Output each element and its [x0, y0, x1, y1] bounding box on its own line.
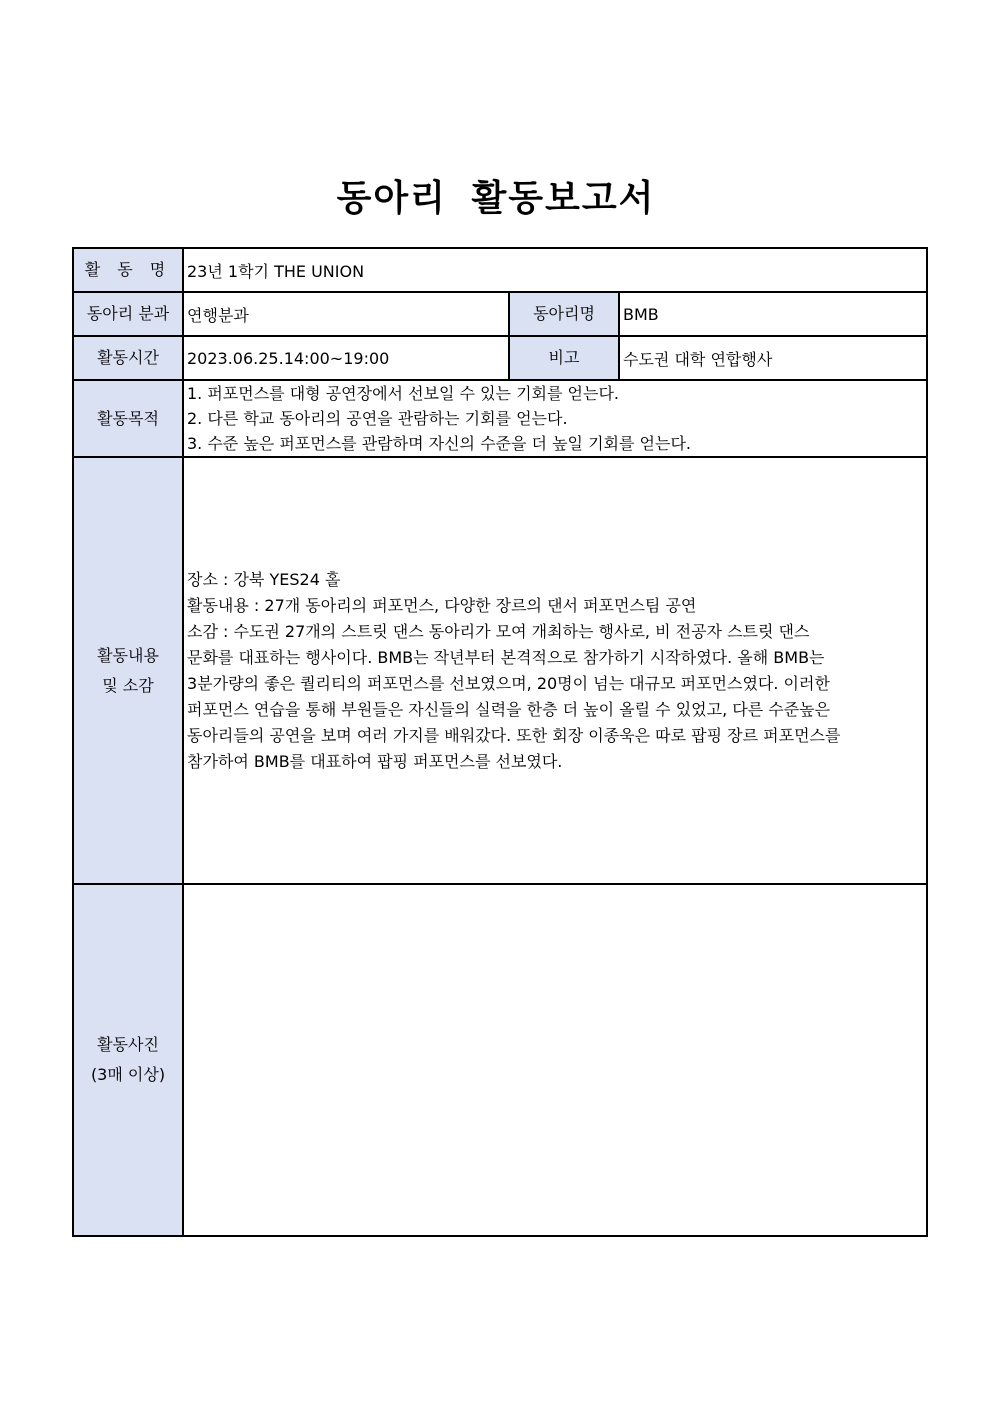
activity-name-label	[73, 248, 183, 292]
content-value	[183, 457, 927, 884]
content-line: 참가하여 BMB를 대표하여 팝핑 퍼포먼스를 선보였다.	[187, 751, 563, 771]
activity-name-label-text: 활 동 명	[84, 260, 172, 279]
row-photos	[73, 884, 927, 1236]
photos-label-line: 활동사진	[97, 1035, 159, 1054]
purpose-line: 3. 수준 높은 퍼포먼스를 관람하며 자신의 수준을 더 높일 기회를 얻는다.	[187, 434, 691, 453]
row-time	[73, 336, 927, 380]
content-label-line: 활동내용	[97, 645, 159, 665]
content-line: 퍼포먼스 연습을 통해 부원들은 자신들의 실력을 한층 더 높이 올릴 수 있었고, 다른 수준높은	[187, 699, 831, 719]
content-line: 문화를 대표하는 행사이다. BMB는 작년부터 본격적으로 참가하기 시작하였다. 올해 BMB는	[187, 647, 825, 667]
report-table	[72, 247, 928, 1237]
note-value: 수도권 대학 연합행사	[619, 336, 927, 380]
division-value: 연행분과	[183, 292, 509, 336]
content-line: 소감 : 수도권 27개의 스트릿 댄스 동아리가 모여 개최하는 행사로, 비 전공자 스트릿 댄스	[187, 621, 810, 641]
content-label-line: 및 소감	[102, 675, 154, 695]
row-purpose	[73, 380, 927, 457]
content-line: 동아리들의 공연을 보며 여러 가지를 배워갔다. 또한 회장 이종욱은 따로 팝핑 장르 퍼포먼스를	[187, 725, 841, 745]
content-line: 장소 : 강북 YES24 홀	[187, 569, 341, 589]
time-label: 활동시간	[73, 336, 183, 380]
activity-name-value: 23년 1학기 THE UNION	[183, 248, 927, 292]
content-line: 3분가량의 좋은 퀄리티의 퍼포먼스를 선보였으며, 20명이 넘는 대규모 퍼포먼스였다. 이러한	[187, 673, 830, 693]
purpose-value	[183, 380, 927, 457]
time-value: 2023.06.25.14:00~19:00	[183, 336, 509, 380]
row-content	[73, 457, 927, 884]
club-name-label: 동아리명	[509, 292, 619, 336]
row-activity-name	[73, 248, 927, 292]
content-label	[73, 457, 183, 884]
club-name-value: BMB	[619, 292, 927, 336]
photos-area	[183, 884, 927, 1236]
note-label: 비고	[509, 336, 619, 380]
purpose-line: 1. 퍼포먼스를 대형 공연장에서 선보일 수 있는 기회를 얻는다.	[187, 384, 619, 403]
photos-label	[73, 884, 183, 1236]
document-title: 동아리 활동보고서	[336, 178, 656, 219]
purpose-line: 2. 다른 학교 동아리의 공연을 관람하는 기회를 얻는다.	[187, 409, 568, 428]
purpose-label: 활동목적	[73, 380, 183, 457]
row-division	[73, 292, 927, 336]
content-line: 활동내용 : 27개 동아리의 퍼포먼스, 다양한 장르의 댄서 퍼포먼스팀 공연	[187, 595, 697, 615]
photos-label-line: (3매 이상)	[90, 1065, 166, 1084]
division-label: 동아리 분과	[73, 292, 183, 336]
